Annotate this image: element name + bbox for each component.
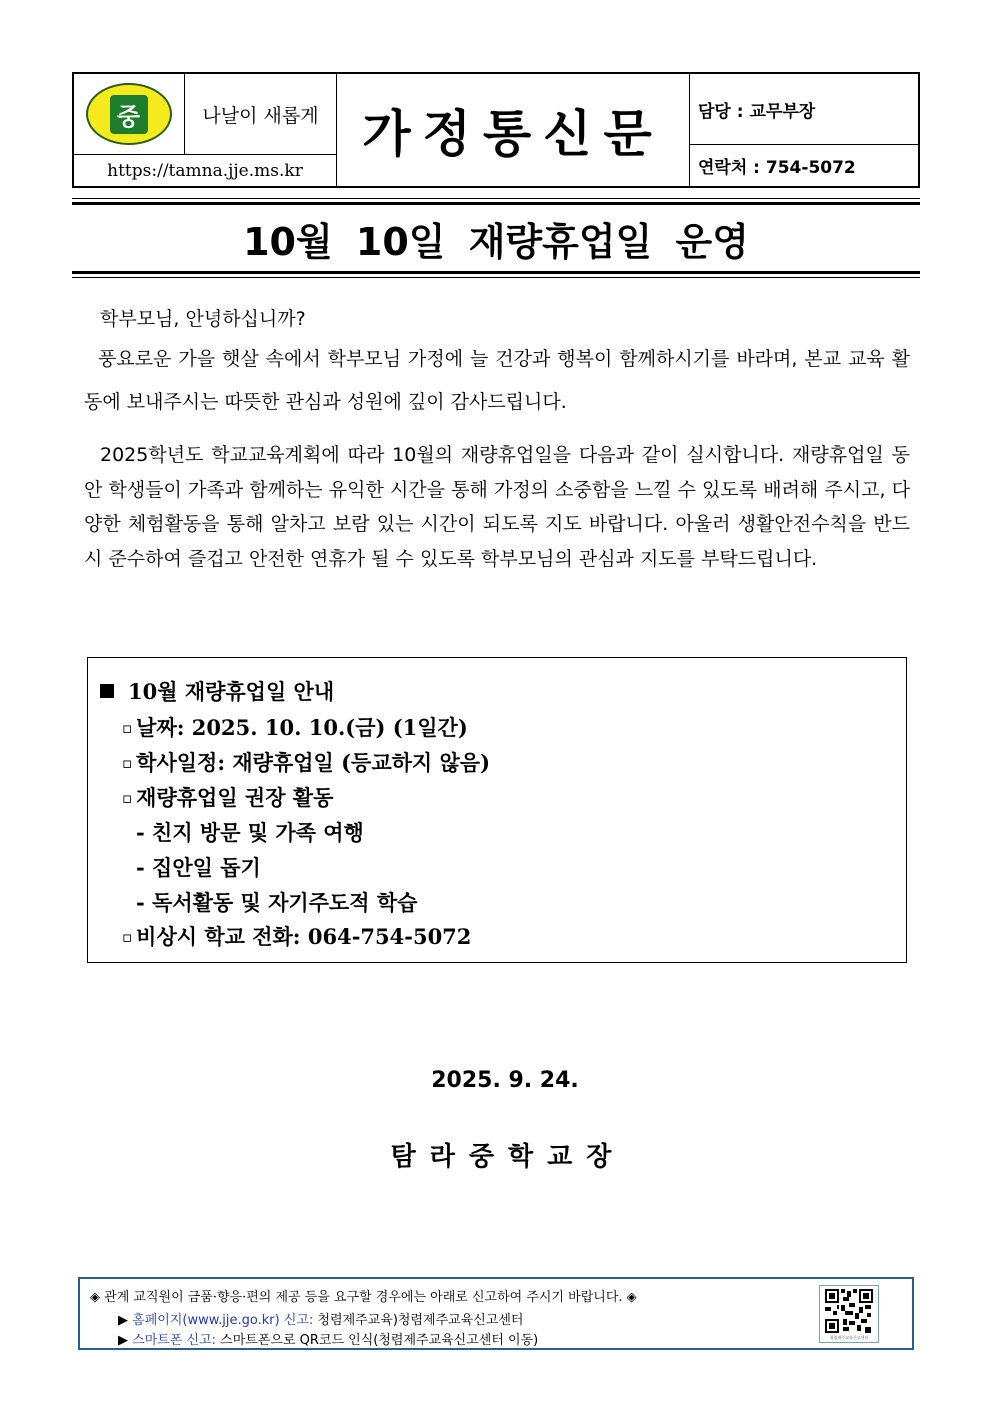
manager-info: 담당 : 교무부장 <box>690 74 918 145</box>
school-logo-cell <box>74 74 185 154</box>
contact-info: 연락처 : 754-5072 <box>698 158 856 178</box>
info-box-heading-text: 10월 재량휴업일 안내 <box>128 679 335 704</box>
small-square-bullet-icon: ▫ <box>122 754 133 772</box>
letter-header <box>72 72 920 188</box>
info-activities-heading: 재량휴업일 권장 활동 <box>136 785 334 810</box>
title-rule-bottom-thick <box>72 271 920 274</box>
smartphone-report-label: 스마트폰 신고: <box>132 1333 217 1348</box>
issue-date: 2025. 9. 24. <box>431 1068 579 1093</box>
footer-smartphone-line <box>118 1329 538 1348</box>
info-schedule-text: 학사일정: 재량휴업일 (등교하지 않음) <box>136 750 491 775</box>
page-title: 10월 10일 재량휴업일 운영 <box>243 219 749 264</box>
small-square-bullet-icon: ▫ <box>122 928 133 946</box>
info-date-text: 날짜: 2025. 10. 10.(금) (1일간) <box>136 715 468 740</box>
info-box-heading <box>100 676 334 706</box>
activity-item: - 집안일 돕기 <box>136 855 261 880</box>
footer-notice <box>90 1286 637 1305</box>
arrow-right-icon: ▶ <box>118 1333 128 1348</box>
header-left-top <box>74 74 336 155</box>
emergency-phone-text: 비상시 학교 전화: 064-754-5072 <box>136 924 472 949</box>
homepage-report-link[interactable]: 홈페이지(www.jje.go.kr) 신고: <box>132 1313 314 1328</box>
header-right <box>690 74 918 186</box>
info-schedule-item <box>122 747 490 777</box>
info-date-item <box>122 712 468 742</box>
square-bullet-icon <box>100 684 114 698</box>
school-logo <box>86 83 172 145</box>
title-rule-bottom-thin <box>72 277 920 278</box>
homepage-report-text: 청렴제주교육)청렴제주교육신고센터 <box>317 1313 524 1328</box>
smartphone-report-text: 스마트폰으로 QR코드 인식(청렴제주교육신고센터 이동) <box>220 1333 539 1348</box>
activity-item: - 독서활동 및 자기주도적 학습 <box>136 890 418 915</box>
school-logo-text: 중 <box>110 95 148 134</box>
footer-homepage-line <box>118 1309 523 1328</box>
qr-code-icon <box>825 1289 873 1333</box>
greeting: 학부모님, 안녕하십니까? <box>100 308 306 330</box>
main-paragraph: 2025학년도 학교교육계획에 따라 10월의 재량휴업일을 다음과 같이 실시합니다. 재량휴업일 동안 학생들이 가족과 함께하는 유익한 시간을 통해 가정의 소중함을 느낄 수 있도록 배려해 주시고, 다양한 체험활동을 통해 알차고 보람 있는 시간이 되도록 지도 바랍니다. 아울러 생활안전수칙을 반드시 준수하여 즐겁고 안전한 연휴가 될 수 있도록 학부모님의 관심과 지도를 부탁드립니다. <box>84 444 910 570</box>
school-website[interactable]: https://tamna.jje.ms.kr <box>107 160 303 181</box>
school-slogan: 나날이 새롭게 <box>202 104 319 127</box>
small-square-bullet-icon: ▫ <box>122 719 133 737</box>
principal-signature: 탐라중학교장 <box>390 1142 626 1172</box>
info-activities-item <box>122 782 333 812</box>
document-type-title: 가정통신문 <box>337 74 690 186</box>
diamond-icon: ◈ <box>90 1290 100 1305</box>
diamond-icon: ◈ <box>626 1290 637 1305</box>
qr-caption: 청렴제주교육신고센터 <box>829 1335 869 1340</box>
qr-code[interactable] <box>819 1285 879 1343</box>
small-square-bullet-icon: ▫ <box>122 789 133 807</box>
arrow-right-icon: ▶ <box>118 1313 128 1328</box>
info-emergency-item <box>122 921 471 951</box>
report-notice-footer <box>78 1277 914 1350</box>
holiday-info-box <box>87 657 907 963</box>
title-rule-top-thin <box>72 198 920 199</box>
header-left <box>74 74 337 186</box>
title-rule-top-thick <box>72 202 920 205</box>
intro-paragraph: 풍요로운 가을 햇살 속에서 학부모님 가정에 늘 건강과 행복이 함께하시기를 바라며, 본교 교육 활동에 보내주시는 따뜻한 관심과 성원에 깊이 감사드립니다. <box>84 348 910 413</box>
activity-item: - 친지 방문 및 가족 여행 <box>136 820 364 845</box>
footer-notice-text: 관계 교직원이 금품·향응·편의 제공 등을 요구할 경우에는 아래로 신고하여 주시기 바랍니다. <box>104 1290 623 1305</box>
